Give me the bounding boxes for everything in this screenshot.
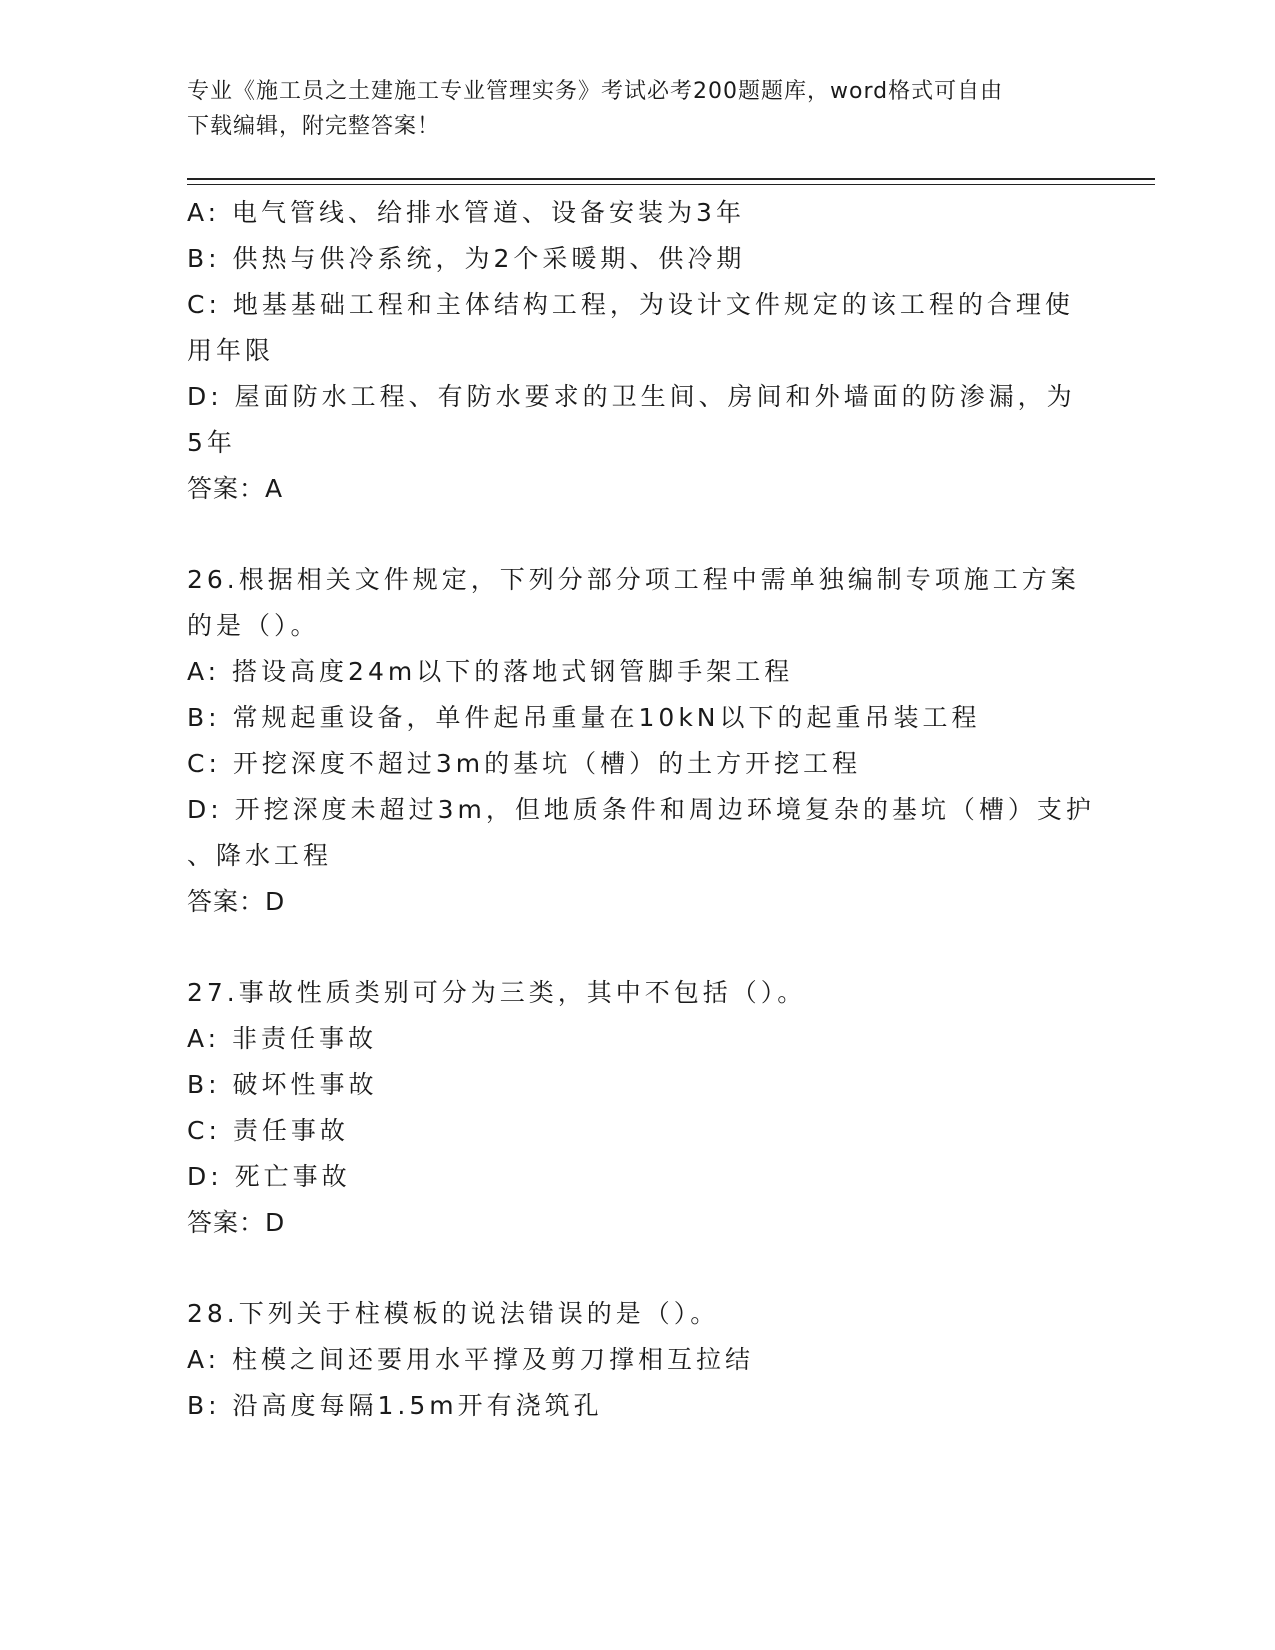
question-25-block: [187, 190, 1087, 512]
option-c: C: 责任事故: [187, 1116, 349, 1145]
question-stem-line-2: 的是（）。: [187, 611, 320, 640]
option-d-line-2: 、降水工程: [187, 841, 333, 870]
option-c: C: 开挖深度不超过3m的基坑（槽）的土方开挖工程: [187, 749, 862, 778]
option-c-line-2: 用年限: [187, 336, 275, 365]
option-d-line-2: 5年: [187, 428, 236, 457]
document-body: [187, 190, 1095, 1429]
option-b: B: 常规起重设备，单件起吊重量在10kN以下的起重吊装工程: [187, 703, 981, 732]
question-28-block: [187, 1291, 1087, 1429]
option-c-line-1: C: 地基基础工程和主体结构工程，为设计文件规定的该工程的合理使: [187, 290, 1074, 319]
spacer: [187, 512, 1087, 557]
answer: 答案：D: [187, 887, 286, 916]
spacer: [187, 925, 1087, 970]
header-rule-thick: [187, 178, 1155, 180]
option-d-line-1: D: 屋面防水工程、有防水要求的卫生间、房间和外墙面的防渗漏，为: [187, 382, 1076, 411]
option-b: B: 供热与供冷系统，为2个采暖期、供冷期: [187, 244, 746, 273]
question-stem-line-1: 26.根据相关文件规定，下列分部分项工程中需单独编制专项施工方案: [187, 565, 1080, 594]
option-b: B: 沿高度每隔1.5m开有浇筑孔: [187, 1391, 603, 1420]
question-stem: 27.事故性质类别可分为三类，其中不包括（）。: [187, 978, 807, 1007]
question-stem: 28.下列关于柱模板的说法错误的是（）。: [187, 1299, 720, 1328]
question-26-block: [187, 557, 1095, 925]
option-a: A: 非责任事故: [187, 1024, 378, 1053]
option-a: A: 柱模之间还要用水平撑及剪刀撑相互拉结: [187, 1345, 755, 1374]
document-header: [187, 74, 1067, 144]
question-27-block: [187, 970, 1087, 1246]
header-line-2: 下载编辑，附完整答案！: [187, 114, 441, 139]
option-a: A: 搭设高度24m以下的落地式钢管脚手架工程: [187, 657, 794, 686]
option-a: A: 电气管线、给排水管道、设备安装为3年: [187, 198, 745, 227]
header-rule-thin: [187, 184, 1155, 185]
option-b: B: 破坏性事故: [187, 1070, 378, 1099]
answer: 答案：A: [187, 474, 284, 503]
answer: 答案：D: [187, 1208, 286, 1237]
option-d-line-1: D: 开挖深度未超过3m，但地质条件和周边环境复杂的基坑（槽）支护: [187, 795, 1095, 824]
spacer: [187, 1246, 1087, 1291]
option-d: D: 死亡事故: [187, 1162, 351, 1191]
header-line-1: 专业《施工员之土建施工专业管理实务》考试必考200题题库，word格式可自由: [187, 79, 1004, 104]
